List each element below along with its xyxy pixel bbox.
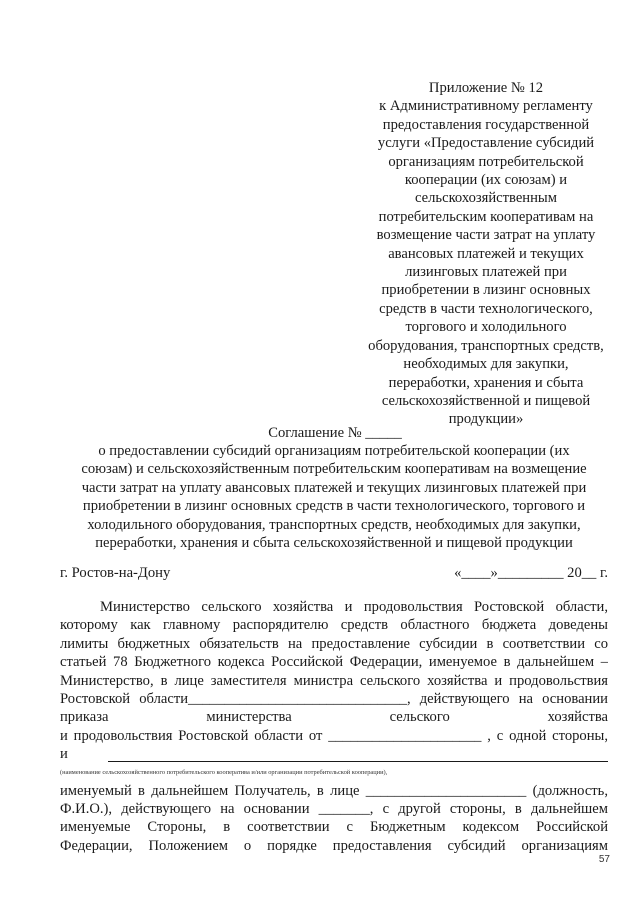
appendix-line: кооперации (их союзам) и [404,172,568,189]
appendix-line: потребительским кооперативам на [378,208,594,225]
place-date-line [60,564,608,583]
body-line: статьей 78 Бюджетного кодекса Российской Федерации, именуемое в дальнейшем – [60,654,608,671]
body-line: Федерации, Положением о порядке предоставления субсидий организациям [60,837,608,854]
appendix-line: сельскохозяйственной и пищевой [381,392,591,409]
appendix-line: переработки, хранения и сбыта [388,374,584,391]
agreement-description-line: переработки, хранения и сбыта сельскохозяйственной и пищевой продукции [95,535,573,552]
appendix-line: предоставления государственной [382,116,590,133]
appendix-line: к Административному регламенту [379,98,593,115]
appendix-line: приобретении в лизинг основных [381,282,591,299]
appendix-line: сельскохозяйственным [415,190,557,207]
appendix-line: оборудования, транспортных средств, [368,337,604,354]
body-line: лимиты бюджетных обязательств на предоставление субсидии в соответствии со [60,635,608,652]
agreement-description-line: приобретении в лизинг основных средств в части технологического, торгового и [82,498,586,515]
appendix-line: Приложение № 12 [428,80,544,96]
recipient-name-caption: (наименование сельскохозяйственного потребительского кооператива и/или организации потребительской кооперации), [60,768,388,776]
page-number: 57 [598,854,610,865]
agreement-description-line: холодильного оборудования, транспортных средств, необходимых для закупки, [87,516,581,533]
body-line: и продовольствия Ростовской области от _____________________ , с одной стороны, [60,727,608,744]
recipient-name-line [60,745,608,763]
agreement-description-line: о предоставлении субсидий организациям потребительской кооперации (их [98,443,570,459]
appendix-line: авансовых платежей и текущих [388,245,584,262]
appendix-header [352,79,620,429]
appendix-line: средств в части технологического, [379,300,593,317]
agreement-description [58,442,610,552]
body-line: Ф.И.О.), действующего на основании _______, с другой стороны, в дальнейшем [60,800,608,817]
agreement-body [60,598,608,855]
body-line: которому как главному распорядителю средств областного бюджета доведены [60,617,608,634]
city-name: г. Ростов-на-Дону [60,565,171,581]
appendix-line: торгового и холодильного [405,319,567,336]
and-label: и [60,746,68,763]
appendix-line: услуги «Предоставление субсидий [377,135,595,152]
appendix-line: организациям потребительской [388,153,584,170]
appendix-line: лизинговых платежей при [405,264,567,281]
body-line: именуемые Стороны, в соответствии с Бюджетным кодексом Российской [60,819,608,836]
body-line: именуемый в дальнейшем Получатель, в лице ______________________ (должность, [60,782,608,799]
agreement-description-line: части затрат на уплату авансовых платежей и текущих лизинговых платежей при [81,479,587,496]
agreement-date: «____»_________ 20__ г. [454,565,608,581]
body-line: Ростовской области______________________________, действующего на основании [60,690,608,707]
appendix-line: необходимых для закупки, [403,356,569,373]
body-line: Министерство сельского хозяйства и продовольствия Ростовской области, [100,599,608,615]
agreement-title: Соглашение № _____ [268,425,402,441]
appendix-line: продукции» [448,411,524,428]
body-line: приказа министерства сельского хозяйства [60,709,608,726]
body-line: Министерство, в лице заместителя министра сельского хозяйства и продовольствия [60,672,608,689]
appendix-line: возмещение части затрат на уплату [376,227,596,244]
recipient-name-blank [108,761,608,762]
agreement-description-line: союзам) и сельскохозяйственным потребительским кооперативам на возмещение [81,461,587,478]
